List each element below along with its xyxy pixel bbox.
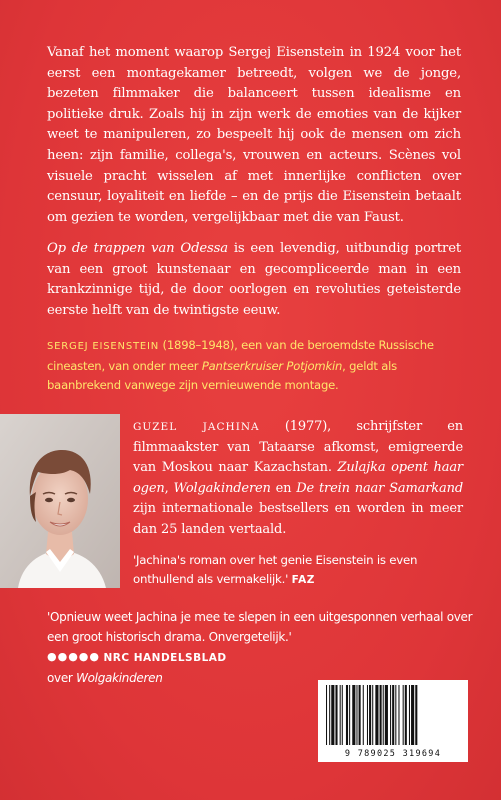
book-title-3: De trein naar Samarkand — [296, 480, 464, 496]
about-prefix: over — [47, 671, 77, 685]
review-quote-faz — [133, 551, 463, 590]
blurb-paragraph-2-text: is een levendig, uitbundig portret van een groot kunstenaar en gecompliceerde man in een krankzinnige tijd, de door oorlogen en revoluties geteisterde eerste helft van de twintigste eeuw. — [47, 241, 461, 318]
author-bio-text-a: (1977), schrijfster en filmmaakster van Tataarse afkomst, emigreerde van Moskou naar Kazachstan. — [133, 419, 463, 476]
author-photo — [0, 414, 120, 588]
subject-bio-text-b: , geldt als baanbrekend vanwege zijn vernieuwende montage. — [47, 358, 397, 392]
book-title: Wolgakinderen — [76, 671, 163, 685]
subject-name: SERGEJ EISENSTEIN — [47, 341, 160, 352]
isbn-number: 9 789025 319694 — [344, 749, 442, 759]
separator: , — [164, 480, 174, 496]
quote-source: NRC HANDELSBLAD — [103, 652, 227, 664]
author-bio-text-b: zijn internationale bestsellers en worden in meer dan 25 landen vertaald. — [133, 501, 463, 537]
book-title-2: Wolgakinderen — [173, 480, 271, 496]
review-quote-nrc — [47, 607, 477, 688]
subject-bio-text-a: , een van de beroemdste Russische cineasten, van onder meer — [47, 338, 434, 373]
rating-stars-icon: ●●●●● — [47, 650, 100, 663]
blurb-paragraph-2 — [47, 239, 461, 321]
quote-attribution — [47, 647, 477, 668]
film-title: Pantserkruiser Potjomkin — [201, 358, 343, 373]
author-name: GUZEL JACHINA — [133, 421, 260, 433]
author-bio — [133, 417, 463, 541]
quote-text: 'Jachina's roman over het genie Eisenstein is even onthullend als vermakelijk.' — [133, 553, 418, 586]
blurb-paragraph-1: Vanaf het moment waarop Sergej Eisenstein in 1924 voor het eerst een montagekamer betreedt, volgen we de jonge, bezeten filmmaker die balanceert tussen idealisme en politieke druk. Zoals hij in zijn werk de emoties van de kijker weet te manipuleren, zo bespeelt hij ook de mensen om zich heen: zijn familie, collega's, vrouwen en acteurs. Scènes vol visuele pracht wisselen af met innerlijke conflicten over censuur, loyaliteit en liefde – en de prijs die Eisenstein betaalt om gezien te worden, vergelijkbaar met die van Faust. — [47, 45, 461, 225]
author-portrait-image — [0, 414, 120, 588]
book-title: Op de trappen van Odessa — [47, 241, 228, 256]
barcode-icon — [322, 685, 464, 745]
subject-years: (1898–1948) — [159, 338, 235, 352]
isbn-barcode — [318, 680, 468, 762]
subject-bio — [47, 336, 463, 396]
separator: en — [270, 480, 297, 496]
quote-text: 'Opnieuw weet Jachina je mee te slepen in een uitgesponnen verhaal over een groot historisch drama. Onvergetelijk.' — [47, 610, 473, 644]
book-title-1: Zulajka opent haar ogen — [133, 460, 463, 496]
quote-source: FAZ — [291, 574, 315, 586]
